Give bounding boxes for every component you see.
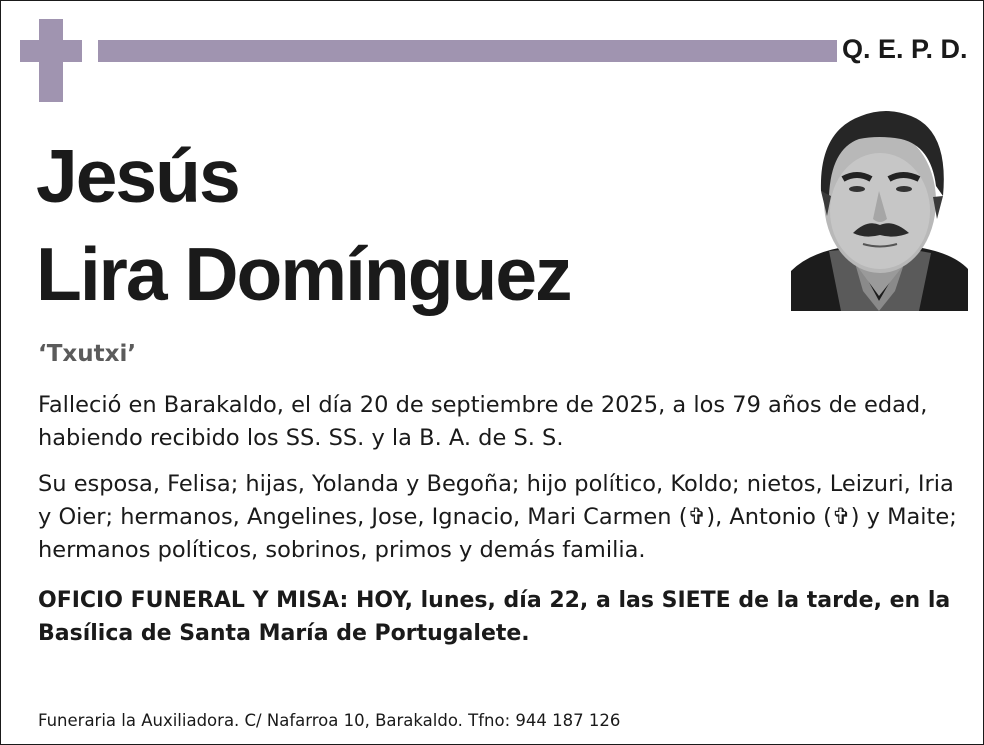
qepd-label: Q. E. P. D. — [842, 34, 968, 64]
deceased-first-name: Jesús — [36, 134, 239, 218]
deceased-nickname: ‘Txutxi’ — [38, 341, 137, 367]
funeral-service: OFICIO FUNERAL Y MISA: HOY, lunes, día 22, a las SIETE de la tarde, en la Basílica de Santa María de Portugalete. — [38, 588, 951, 646]
header-bar — [98, 40, 837, 62]
family-list: Su esposa, Felisa; hijas, Yolanda y Begoña; hijo político, Koldo; nietos, Leizuri, Iria y Oier; hermanos, Angelines, Jose, Ignacio, Mari Carmen (✞), Antonio (✞) y Maite; hermanos políticos, sobrinos, primos y demás familia. — [38, 471, 957, 563]
deceased-surnames: Lira Domínguez — [36, 232, 571, 316]
funeral-home-info: Funeraria la Auxiliadora. C/ Nafarroa 10, Barakaldo. Tfno: 944 187 126 — [38, 711, 621, 730]
cross-icon-arm — [20, 40, 82, 62]
death-notice: Falleció en Barakaldo, el día 20 de septiembre de 2025, a los 79 años de edad, habiendo recibido los SS. SS. y la B. A. de S. S. — [38, 392, 928, 451]
portrait-photo — [791, 101, 968, 311]
